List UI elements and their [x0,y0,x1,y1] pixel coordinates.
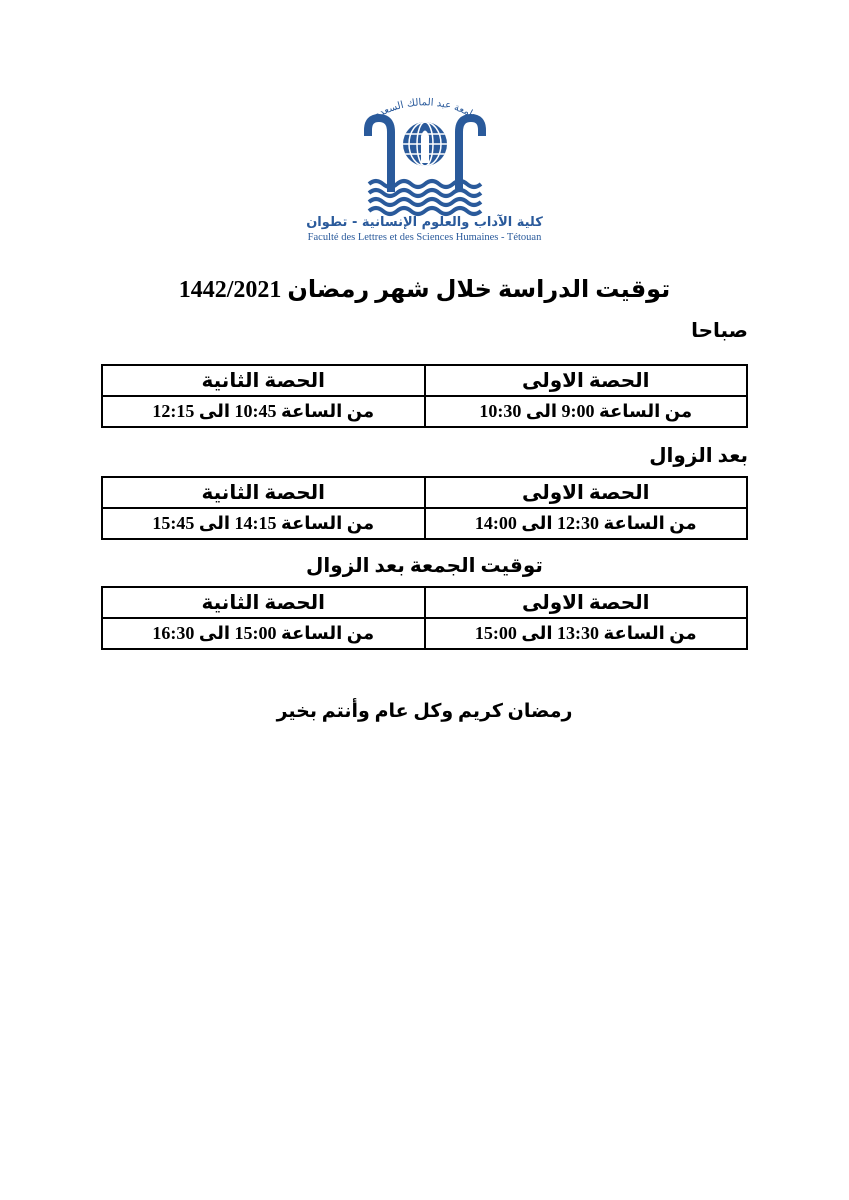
timetable-friday [101,586,748,650]
waves-icon [369,181,481,214]
section-heading-afternoon: بعد الزوال [649,444,748,467]
table-row [102,396,747,427]
university-logo [0,0,849,245]
cell-first-session-time: من الساعة 13:30 الى 15:00 [425,618,748,649]
cell-first-session-time: من الساعة 9:00 الى 10:30 [425,396,748,427]
timetable-afternoon [101,476,748,540]
section-heading-morning: صباحا [691,319,748,342]
page-title: توقيت الدراسة خلال شهر رمضان 1442/2021 [178,276,671,303]
header-first-session: الحصة الاولى [425,587,748,618]
cell-second-session-time: من الساعة 15:00 الى 16:30 [102,618,425,649]
table-header-row [102,365,747,396]
header-second-session: الحصة الثانية [102,587,425,618]
cell-second-session-time: من الساعة 14:15 الى 15:45 [102,508,425,539]
header-first-session: الحصة الاولى [425,477,748,508]
university-logo-graphic [305,80,545,220]
faculty-name-french: Faculté des Lettres et des Sciences Humaines - Tétouan [307,232,542,244]
ramadan-greeting: رمضان كريم وكل عام وأنتم بخير [276,700,573,722]
cell-second-session-time: من الساعة 10:45 الى 12:15 [102,396,425,427]
section-heading-friday: توقيت الجمعة بعد الزوال [306,554,543,577]
table-row [102,618,747,649]
table-header-row [102,477,747,508]
header-first-session: الحصة الاولى [425,365,748,396]
faculty-name-arabic: كلية الآداب والعلوم الإنسانية - تطوان [306,215,543,230]
minaret-icon [421,131,429,164]
header-second-session: الحصة الثانية [102,365,425,396]
logo-arc-text: جامعة عبد المالك السعدي [369,97,480,123]
cell-first-session-time: من الساعة 12:30 الى 14:00 [425,508,748,539]
globe-icon [403,122,447,166]
timetable-morning [101,364,748,428]
table-header-row [102,587,747,618]
document-content [0,275,849,723]
table-row [102,508,747,539]
header-second-session: الحصة الثانية [102,477,425,508]
